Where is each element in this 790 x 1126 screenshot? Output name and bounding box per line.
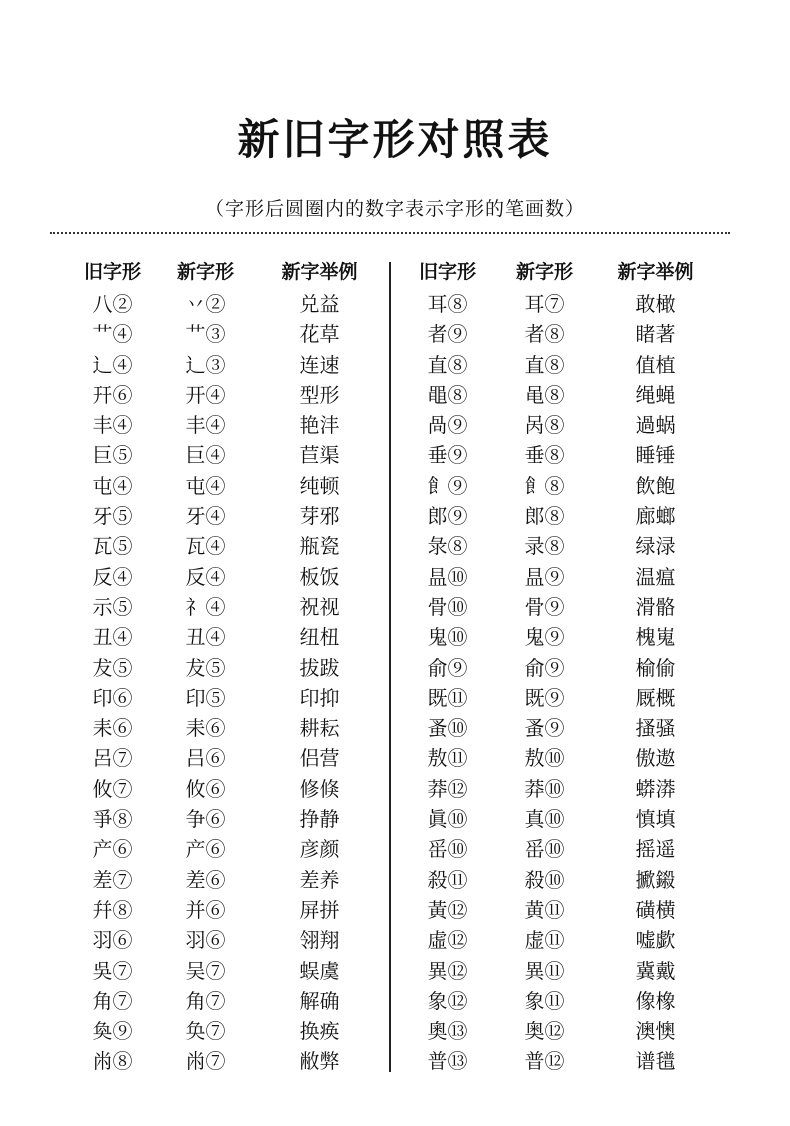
left-old-form-cell: 角⑦ [92,988,133,1013]
left-old-form-cell: 丑④ [92,625,133,650]
left-example-cell: 修倏 [299,776,340,801]
left-new-form-cell: 羽⑥ [185,928,226,953]
right-example-cell: 绿渌 [635,534,676,559]
left-old-form-cell: 巨⑤ [92,443,133,468]
left-example-cell: 兑益 [299,292,340,316]
left-new-form-cell: 辶③ [185,352,226,377]
left-example-cell: 翎翔 [299,928,340,953]
header-new-form-left: 新字形 [176,261,234,283]
left-new-form-cell: 丑④ [185,625,226,650]
left-new-form-cell: 屯④ [185,473,226,498]
right-example-cell: 敢橄 [635,292,676,316]
left-new-form-cell: 耒⑥ [185,716,226,741]
right-new-form-cell: 俞⑨ [524,655,565,680]
page-subtitle: （字形后圆圈内的数字表示字形的笔画数） [204,198,585,220]
right-example-cell: 谱氆 [635,1049,676,1074]
left-new-form-cell: 丰④ [185,413,226,438]
left-new-form-cell: 并⑥ [185,897,226,922]
left-new-form-cell: 开④ [185,382,226,407]
left-example-cell: 印抑 [299,685,340,710]
left-new-form-cell: 㡀⑦ [185,1049,226,1074]
left-example-cell: 瓶瓷 [299,534,340,559]
right-old-form-cell: 虛⑫ [427,928,468,953]
right-example-cell: 磺横 [635,897,676,922]
right-new-form-cell: 既⑨ [524,685,565,710]
right-example-cell: 榆偷 [635,655,676,680]
right-old-form-cell: 俞⑨ [427,655,468,680]
header-old-form-left: 旧字形 [83,261,141,283]
left-example-cell: 板饭 [299,564,340,589]
right-new-form-cell: 普⑫ [524,1049,565,1074]
right-new-form-cell: 䍃⑩ [524,837,565,862]
right-old-form-cell: 飠⑨ [427,473,468,498]
left-new-form-cell: 差⑥ [185,867,226,892]
left-old-form-cell: 屯④ [92,473,133,498]
right-new-form-column [497,258,592,1077]
right-new-form-cell: 者⑧ [524,322,565,347]
right-example-cell: 擨鎩 [635,867,676,892]
left-new-form-cell: 产⑥ [185,837,226,862]
right-old-form-cell: 異⑫ [427,958,468,983]
left-old-form-cell: 耒⑥ [92,716,133,741]
left-example-cell: 祝视 [299,594,340,619]
left-new-form-cell: 吕⑥ [185,746,226,771]
right-new-form-cell: 录⑧ [524,534,565,559]
right-old-form-cell: 郎⑨ [427,504,468,529]
left-old-form-cell: 㡀⑧ [92,1049,133,1074]
right-example-cell: 睡锤 [635,443,676,468]
left-old-form-cell: 呂⑦ [92,746,133,771]
left-example-cell: 蜈虞 [299,958,340,983]
left-old-form-cell: 幵⑥ [92,382,133,407]
right-example-cell: 厩概 [635,685,676,710]
left-old-form-cell: 丰④ [92,413,133,438]
left-new-form-cell: 丷② [185,292,226,316]
right-old-form-cell: 垂⑨ [427,443,468,468]
right-example-cell: 像橡 [635,988,676,1013]
left-example-cell: 芽邪 [299,504,340,529]
right-new-form-cell: 直⑧ [524,352,565,377]
header-example-left: 新字举例 [281,261,358,283]
right-old-form-cell: 黃⑫ [427,897,468,922]
left-old-form-cell: 犮⑤ [92,655,133,680]
left-example-cell: 换痪 [299,1019,340,1044]
right-new-form-cell: 奥⑫ [524,1019,565,1044]
left-old-form-cell: 八② [92,292,133,316]
right-old-form-cell: 䍃⑩ [427,837,468,862]
right-old-form-cell: 彔⑧ [427,534,468,559]
left-old-form-cell: 示⑤ [92,594,133,619]
left-new-form-cell: 牙④ [185,504,226,529]
right-new-form-cell: 莽⑩ [524,776,565,801]
left-old-form-cell: 艹④ [92,322,133,347]
right-example-cell: 槐嵬 [635,625,676,650]
right-new-form-cell: 殺⑩ [524,867,565,892]
right-example-cell: 廊螂 [635,504,676,529]
right-old-form-cell: 黽⑧ [427,382,468,407]
right-old-form-cell: 既⑪ [427,685,468,710]
left-new-form-cell: 角⑦ [185,988,226,1013]
right-example-cell: 澳懊 [635,1019,676,1044]
left-old-form-column [65,258,160,1077]
right-new-form-cell: 骨⑨ [524,594,565,619]
left-example-cell: 耕耘 [299,716,340,741]
left-new-form-cell: 礻④ [185,594,226,619]
right-new-form-cell: 蚤⑨ [524,716,565,741]
left-new-form-cell: 奂⑦ [185,1019,226,1044]
left-example-cell: 差养 [299,867,340,892]
header-example-right: 新字举例 [617,261,694,283]
right-old-form-cell: 象⑫ [427,988,468,1013]
left-old-form-cell: 辶④ [92,352,133,377]
left-old-form-cell: 幷⑧ [92,897,133,922]
right-old-form-cell: 殺⑪ [427,867,468,892]
right-example-cell: 蟒漭 [635,776,676,801]
right-new-form-cell: 昷⑨ [524,564,565,589]
right-example-cell: 值植 [635,352,676,377]
right-example-cell: 温瘟 [635,564,676,589]
right-new-form-cell: 象⑪ [524,988,565,1013]
right-old-form-cell: 昷⑩ [427,564,468,589]
right-old-form-cell: 普⑬ [427,1049,468,1074]
column-divider [389,262,391,1072]
right-new-form-cell: 黾⑧ [524,382,565,407]
dotted-separator [50,232,730,234]
left-new-form-cell: 吴⑦ [185,958,226,983]
left-old-form-cell: 攸⑦ [92,776,133,801]
left-old-form-cell: 差⑦ [92,867,133,892]
right-new-form-cell: 異⑪ [524,958,565,983]
right-example-cell: 傲遨 [635,746,676,771]
right-old-form-cell: 鬼⑩ [427,625,468,650]
left-old-form-cell: 爭⑧ [92,807,133,832]
left-old-form-cell: 奐⑨ [92,1019,133,1044]
right-example-cell: 慎填 [635,807,676,832]
left-old-form-cell: 瓦⑤ [92,534,133,559]
header-new-form-right: 新字形 [515,261,573,283]
left-old-form-cell: 牙⑤ [92,504,133,529]
left-example-cell: 苣渠 [299,443,340,468]
left-example-cell: 连速 [299,352,340,377]
right-new-form-cell: 耳⑦ [524,292,565,316]
left-example-cell: 挣静 [299,807,340,832]
right-old-form-cell: 奧⑬ [427,1019,468,1044]
right-example-cell: 冀戴 [635,958,676,983]
right-new-form-cell: 虚⑪ [524,928,565,953]
right-old-form-cell: 咼⑨ [427,413,468,438]
left-example-cell: 型形 [299,382,340,407]
right-new-form-cell: 垂⑧ [524,443,565,468]
right-old-form-cell: 敖⑪ [427,746,468,771]
right-example-cell: 滑骼 [635,594,676,619]
left-example-cell: 拔跋 [299,655,340,680]
left-old-form-cell: 反④ [92,564,133,589]
header-old-form-right: 旧字形 [418,261,476,283]
right-old-form-cell: 莽⑫ [427,776,468,801]
right-new-form-cell: 飠⑧ [524,473,565,498]
left-new-form-cell: 瓦④ [185,534,226,559]
right-example-cell: 過蜗 [635,413,676,438]
right-example-cell: 摇遥 [635,837,676,862]
right-example-cell: 搔骚 [635,716,676,741]
left-new-form-cell: 印⑤ [185,685,226,710]
left-example-cell: 彦颜 [299,837,340,862]
right-new-form-cell: 郎⑧ [524,504,565,529]
right-example-cell: 睹著 [635,322,676,347]
left-example-cell: 敝弊 [299,1049,340,1074]
left-example-column [262,258,377,1077]
right-new-form-cell: 鬼⑨ [524,625,565,650]
left-example-cell: 侣营 [299,746,340,771]
right-old-form-column [400,258,495,1077]
right-old-form-cell: 耳⑧ [427,292,468,316]
left-example-cell: 花草 [299,322,340,347]
left-example-cell: 屏拼 [299,897,340,922]
left-new-form-column [158,258,253,1077]
left-new-form-cell: 犮⑤ [185,655,226,680]
left-new-form-cell: 攸⑥ [185,776,226,801]
left-old-form-cell: 印⑥ [92,685,133,710]
left-old-form-cell: 吳⑦ [92,958,133,983]
left-example-cell: 纯顿 [299,473,340,498]
left-new-form-cell: 争⑥ [185,807,226,832]
right-old-form-cell: 直⑧ [427,352,468,377]
right-new-form-cell: 敖⑩ [524,746,565,771]
right-example-cell: 嘘歔 [635,928,676,953]
right-example-cell: 飲飽 [635,473,676,498]
left-example-cell: 纽杻 [299,625,340,650]
right-old-form-cell: 蚤⑩ [427,716,468,741]
left-new-form-cell: 反④ [185,564,226,589]
left-example-cell: 艳沣 [299,413,340,438]
right-example-column [598,258,713,1077]
right-old-form-cell: 者⑨ [427,322,468,347]
left-example-cell: 解确 [299,988,340,1013]
right-example-cell: 绳蝇 [635,382,676,407]
left-new-form-cell: 巨④ [185,443,226,468]
right-new-form-cell: 呙⑧ [524,413,565,438]
right-new-form-cell: 真⑩ [524,807,565,832]
right-old-form-cell: 眞⑩ [427,807,468,832]
left-old-form-cell: 产⑥ [92,837,133,862]
right-old-form-cell: 骨⑩ [427,594,468,619]
page-title: 新旧字形对照表 [237,115,553,164]
left-new-form-cell: 艹③ [185,322,226,347]
right-new-form-cell: 黄⑪ [524,897,565,922]
left-old-form-cell: 羽⑥ [92,928,133,953]
